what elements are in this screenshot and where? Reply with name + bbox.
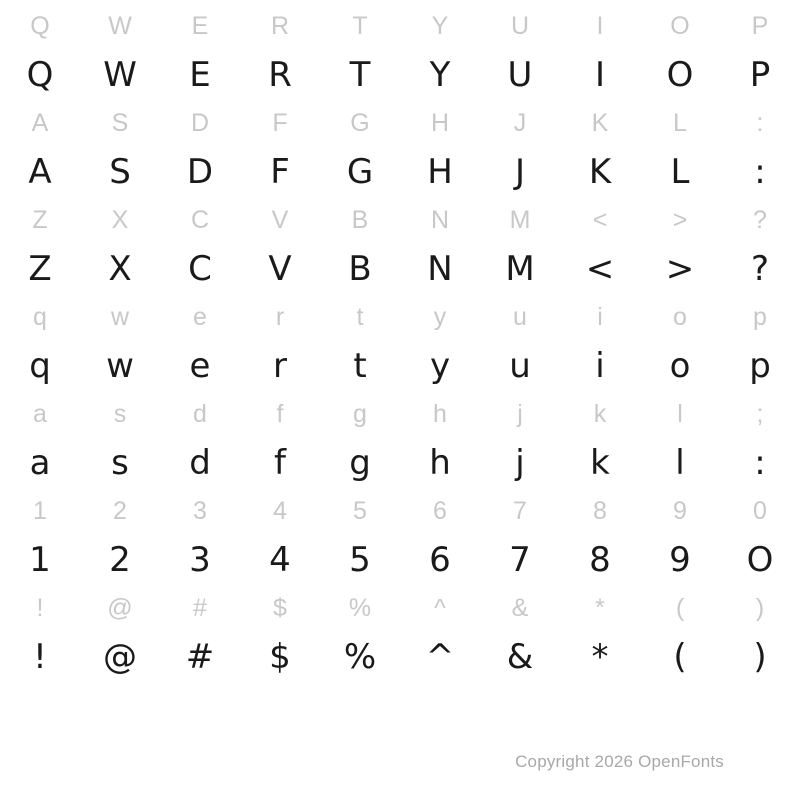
specimen-row (0, 198, 800, 295)
glyph-row (0, 48, 800, 101)
key-label-cell: 7 (513, 496, 527, 525)
key-label-cell: T (352, 11, 368, 40)
key-label-cell: G (350, 108, 370, 137)
glyph-cell: T (349, 54, 371, 95)
specimen-row (0, 586, 800, 683)
key-label-cell: ( (675, 593, 685, 622)
glyph-cell: B (348, 248, 372, 289)
key-label-cell: N (430, 205, 450, 234)
key-label-cell: w (110, 302, 130, 331)
key-label-row (0, 586, 800, 630)
glyph-cell: < (585, 248, 615, 289)
key-label-cell: : (756, 108, 764, 137)
glyph-cell: W (103, 54, 137, 95)
key-label-cell: S (111, 108, 129, 137)
key-label-cell: E (191, 11, 209, 40)
glyph-row (0, 242, 800, 295)
key-label-cell: 4 (273, 496, 287, 525)
specimen-row (0, 489, 800, 586)
key-label-cell: y (433, 302, 447, 331)
glyph-cell: D (186, 151, 214, 192)
key-label-cell: f (276, 399, 284, 428)
glyph-cell: i (595, 345, 605, 386)
glyph-cell: > (665, 248, 695, 289)
key-label-row (0, 295, 800, 339)
key-label-cell: O (670, 11, 690, 40)
key-label-row (0, 4, 800, 48)
glyph-cell: y (429, 345, 451, 386)
key-label-cell: i (597, 302, 603, 331)
glyph-cell: X (108, 248, 132, 289)
glyph-cell: r (273, 345, 287, 386)
glyph-cell: # (185, 636, 215, 677)
key-label-cell: L (673, 108, 687, 137)
copyright-notice: Copyright 2026 OpenFonts (515, 752, 724, 771)
glyph-cell: o (669, 345, 691, 386)
glyph-cell: L (670, 151, 690, 192)
glyph-row (0, 145, 800, 198)
glyph-cell: q (29, 345, 51, 386)
glyph-cell: $ (269, 636, 291, 677)
glyph-cell: s (111, 442, 129, 483)
glyph-cell: G (346, 151, 374, 192)
key-label-cell: B (351, 205, 369, 234)
glyph-cell: E (189, 54, 211, 95)
key-label-cell: U (510, 11, 530, 40)
glyph-cell: p (749, 345, 771, 386)
key-label-cell: W (108, 11, 132, 40)
glyph-cell: A (28, 151, 52, 192)
glyph-cell: * (591, 636, 609, 677)
key-label-cell: > (672, 205, 688, 234)
key-label-cell: e (193, 302, 207, 331)
key-label-row (0, 392, 800, 436)
glyph-cell: g (349, 442, 371, 483)
key-label-cell: $ (273, 593, 287, 622)
glyph-row (0, 436, 800, 489)
glyph-cell: 6 (429, 539, 451, 580)
glyph-cell: % (343, 636, 377, 677)
glyph-cell: 4 (269, 539, 291, 580)
glyph-cell: ! (33, 636, 47, 677)
glyph-cell: J (514, 151, 526, 192)
key-label-cell: M (509, 205, 531, 234)
glyph-cell: H (427, 151, 453, 192)
glyph-cell: k (590, 442, 610, 483)
glyph-cell: ? (750, 248, 770, 289)
key-label-cell: @ (107, 593, 133, 622)
key-label-cell: a (33, 399, 47, 428)
glyph-cell: d (189, 442, 211, 483)
key-label-cell: V (271, 205, 289, 234)
glyph-cell: : (754, 151, 766, 192)
glyph-cell: e (189, 345, 211, 386)
glyph-cell: N (427, 248, 453, 289)
glyph-cell: I (594, 54, 606, 95)
key-label-cell: J (513, 108, 527, 137)
key-label-cell: q (33, 302, 47, 331)
key-label-cell: 6 (433, 496, 447, 525)
specimen-row (0, 4, 800, 101)
glyph-cell: 8 (589, 539, 611, 580)
key-label-cell: 1 (33, 496, 47, 525)
specimen-row (0, 392, 800, 489)
specimen-row (0, 295, 800, 392)
glyph-cell: u (509, 345, 531, 386)
key-label-cell: Y (431, 11, 449, 40)
key-label-cell: s (113, 399, 127, 428)
glyph-cell: w (106, 345, 134, 386)
key-label-cell: u (513, 302, 527, 331)
key-label-cell: X (111, 205, 129, 234)
glyph-cell: P (749, 54, 771, 95)
key-label-cell: r (275, 302, 285, 331)
glyph-cell: ^ (425, 636, 455, 677)
glyph-cell: 7 (509, 539, 531, 580)
key-label-cell: * (595, 593, 605, 622)
key-label-cell: F (272, 108, 288, 137)
glyph-cell: 9 (669, 539, 691, 580)
glyph-cell: t (353, 345, 367, 386)
glyph-cell: U (507, 54, 533, 95)
glyph-row (0, 339, 800, 392)
glyph-cell: ) (753, 636, 767, 677)
key-label-cell: l (677, 399, 683, 428)
key-label-row (0, 198, 800, 242)
glyph-cell: 2 (109, 539, 131, 580)
glyph-cell: @ (103, 636, 137, 677)
glyph-cell: S (109, 151, 131, 192)
glyph-cell: ( (673, 636, 687, 677)
glyph-cell: 5 (349, 539, 371, 580)
glyph-cell: l (675, 442, 685, 483)
key-label-cell: Q (30, 11, 50, 40)
glyph-cell: O (666, 54, 694, 95)
key-label-cell: P (751, 11, 769, 40)
glyph-row (0, 533, 800, 586)
key-label-cell: 0 (753, 496, 767, 525)
key-label-cell: 3 (193, 496, 207, 525)
key-label-cell: < (592, 205, 608, 234)
glyph-cell: j (515, 442, 525, 483)
key-label-cell: I (596, 11, 604, 40)
glyph-cell: R (268, 54, 292, 95)
glyph-row (0, 630, 800, 683)
key-label-cell: 8 (593, 496, 607, 525)
glyph-cell: Y (429, 54, 451, 95)
glyph-cell: f (274, 442, 286, 483)
glyph-cell: O (746, 539, 774, 580)
key-label-cell: ! (36, 593, 44, 622)
key-label-cell: D (190, 108, 210, 137)
glyph-cell: a (29, 442, 51, 483)
key-label-cell: 9 (673, 496, 687, 525)
glyph-cell: C (188, 248, 212, 289)
key-label-cell: 5 (353, 496, 367, 525)
key-label-cell: % (348, 593, 372, 622)
key-label-cell: k (593, 399, 607, 428)
glyph-cell: & (506, 636, 534, 677)
glyph-cell: F (270, 151, 290, 192)
key-label-cell: ) (755, 593, 765, 622)
key-label-cell: A (31, 108, 49, 137)
key-label-cell: g (353, 399, 367, 428)
key-label-cell: & (511, 593, 529, 622)
key-label-cell: # (193, 593, 207, 622)
key-label-cell: h (433, 399, 447, 428)
key-label-cell: ^ (434, 593, 446, 622)
glyph-cell: 3 (189, 539, 211, 580)
key-label-cell: K (591, 108, 609, 137)
key-label-cell: p (753, 302, 767, 331)
key-label-cell: 2 (113, 496, 127, 525)
key-label-cell: d (193, 399, 207, 428)
glyph-cell: V (268, 248, 292, 289)
key-label-row (0, 489, 800, 533)
glyph-cell: Z (28, 248, 52, 289)
glyph-cell: Q (26, 54, 54, 95)
glyph-cell: M (505, 248, 535, 289)
glyph-cell: 1 (29, 539, 51, 580)
glyph-cell: K (588, 151, 612, 192)
glyph-cell: h (429, 442, 451, 483)
key-label-cell: j (517, 399, 523, 428)
glyph-cell: : (754, 442, 766, 483)
key-label-cell: R (270, 11, 290, 40)
key-label-cell: H (430, 108, 450, 137)
key-label-cell: Z (32, 205, 48, 234)
key-label-row (0, 101, 800, 145)
key-label-cell: C (190, 205, 210, 234)
key-label-cell: ; (756, 399, 764, 428)
specimen-row (0, 101, 800, 198)
key-label-cell: o (673, 302, 687, 331)
key-label-cell: t (356, 302, 364, 331)
key-label-cell: ? (753, 205, 767, 234)
